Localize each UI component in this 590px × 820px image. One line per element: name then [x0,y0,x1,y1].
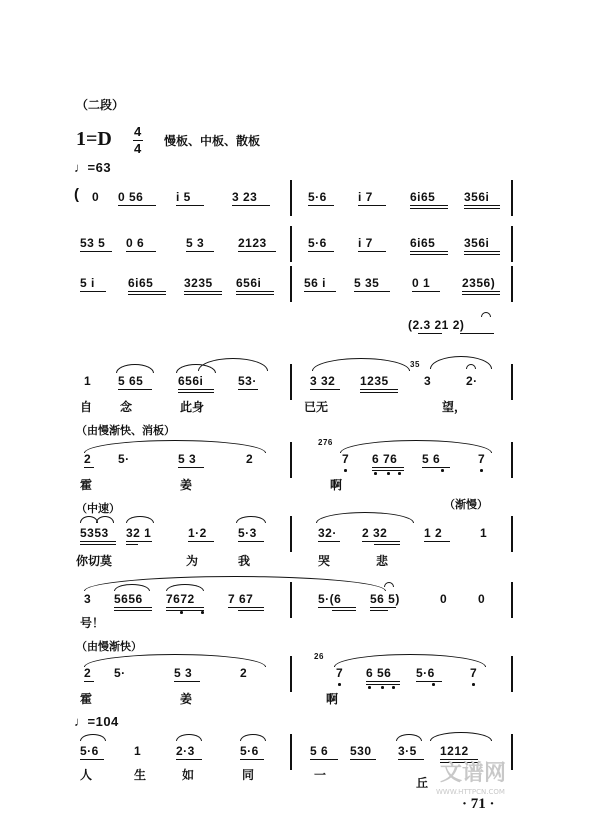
r6-n6: 6 76 [372,452,398,466]
open-paren: ( [74,186,80,203]
r5-n4: 53· [238,374,257,388]
r10-lyric-e: 一 [314,768,327,782]
r10-lyric-f: 丘 [416,776,429,790]
r8-n8: 0 [478,592,486,606]
r5-n3: 656i [178,374,204,388]
r5-lyric-b: 念 [120,400,133,414]
r2-n1: 53 5 [80,236,106,250]
r5-lyric-a: 自 [80,400,93,414]
key-signature: 1=D [76,128,112,150]
r5-lyric-e: 望， [442,400,467,414]
r10-n6: 530 [350,744,372,758]
r10-n2: 1 [134,744,142,758]
r8-n7: 0 [440,592,448,606]
r9-lyric-a: 霍 [80,692,93,706]
r1-n2: 0 56 [118,190,144,204]
r8-n2: 5656 [114,592,143,606]
r8-n1: 3 [84,592,92,606]
r9-n8: 7 [470,666,478,680]
r2-n6: i 7 [358,236,373,250]
r2-n8: 356i [464,236,490,250]
r5-lyric-c: 此身 [180,400,205,414]
r9-n3: 5 3 [174,666,193,680]
tempo-marking: 慢板、中板、散板 [164,134,261,148]
r9-n5: 7 [336,666,344,680]
r2-n3: 5 3 [186,236,205,250]
tempo-104: ♩=104 [74,714,119,729]
r10-n1: 5·6 [80,744,99,758]
r8-n4: 7 67 [228,592,254,606]
r6-n4: 2 [246,452,254,466]
r10-lyric-c: 如 [182,768,195,782]
r4-phrase: (2.3 21 2) [408,318,465,332]
r7-n4: 5·3 [238,526,257,540]
r10-n3: 2·3 [176,744,195,758]
r5-n2: 5 65 [118,374,144,388]
r7-lyric-c: 我 [238,554,251,568]
r3-n6: 5 35 [354,276,380,290]
r9-n2: 5· [114,666,126,680]
r10-n5: 5 6 [310,744,329,758]
r8-n5: 5·(6 [318,592,342,606]
section-label: （二段） [76,98,125,112]
r3-n4: 656i [236,276,262,290]
r9-n4: 2 [240,666,248,680]
r8-n6: 56 5) [370,592,400,606]
r3-n8: 2356) [462,276,496,290]
r9-lyric-b: 姜 [180,692,193,706]
r2-n5: 5·6 [308,236,327,250]
r10-n4: 5·6 [240,744,259,758]
r2-n7: 6i65 [410,236,436,250]
r7-n5: 32· [318,526,337,540]
r5-n6: 1235 [360,374,389,388]
r3-n2: 6i65 [128,276,154,290]
r1-n3: i 5 [176,190,191,204]
r6-n1: 2 [84,452,92,466]
r6-lyric-a: 霍 [80,478,93,492]
r7-lyric-e: 悲 [376,554,389,568]
r8-n3: 7672 [166,592,195,606]
r3-n1: 5 i [80,276,95,290]
r9-grace: 26 [314,652,324,661]
r6-lyric-b: 姜 [180,478,193,492]
page-number: · 71 · [462,796,495,812]
r6-direction: （由慢渐快、消板） [76,424,175,437]
r9-lyric-c: 啊 [326,692,339,706]
r6-n2: 5· [118,452,130,466]
barline [290,180,292,216]
watermark-url: WWW.HTTPCN.COM [436,788,505,796]
r3-n3: 3235 [184,276,213,290]
time-sig-top: 4 [134,124,142,139]
r1-n4: 3 23 [232,190,258,204]
r5-lyric-d: 已无 [304,400,329,414]
r7-n3: 1·2 [188,526,207,540]
r9-n1: 2 [84,666,92,680]
r3-n5: 56 i [304,276,327,290]
r1-n7: 6i65 [410,190,436,204]
tempo-63: ♩=63 [74,160,112,175]
r1-n6: i 7 [358,190,373,204]
r5-n5: 3 32 [310,374,336,388]
r2-n2: 0 6 [126,236,145,250]
r9-n7: 5·6 [416,666,435,680]
time-sig-bottom: 4 [134,141,142,156]
r6-grace: 276 [318,438,333,447]
r7-n8: 1 [480,526,488,540]
r6-n7: 5 6 [422,452,441,466]
r1-n5: 5·6 [308,190,327,204]
r10-lyric-a: 人 [80,768,93,782]
r7-n7: 1 2 [424,526,443,540]
r7-n2: 32 1 [126,526,152,540]
r1-n1: 0 [92,190,100,204]
watermark: 文谱网 [440,761,507,786]
r10-n8: 1212 [440,744,469,758]
r6-lyric-c: 啊 [330,478,343,492]
r9-n6: 6 56 [366,666,392,680]
r7-direction-left: （中速） [76,502,120,515]
r1-n8: 356i [464,190,490,204]
r2-n4: 2123 [238,236,267,250]
r9-direction: （由慢渐快） [76,640,142,653]
r10-n7: 3·5 [398,744,417,758]
r3-n7: 0 1 [412,276,431,290]
r7-n1: 5353 [80,526,109,540]
r7-direction-right: （渐慢） [444,498,488,511]
r10-lyric-b: 生 [134,768,147,782]
r5-grace: 35 [410,360,420,369]
r6-n5: 7 [342,452,350,466]
r5-n1: 1 [84,374,92,388]
r7-lyric-d: 哭 [318,554,331,568]
r7-n6: 2 32 [362,526,388,540]
r10-lyric-d: 同 [242,768,255,782]
r7-lyric-a: 你切莫 [76,554,113,568]
r8-lyric-a: 号！ [80,616,105,630]
r5-n7: 3 [424,374,432,388]
r6-n3: 5 3 [178,452,197,466]
r6-n8: 7 [478,452,486,466]
r5-n8: 2· [466,374,478,388]
r7-lyric-b: 为 [186,554,199,568]
